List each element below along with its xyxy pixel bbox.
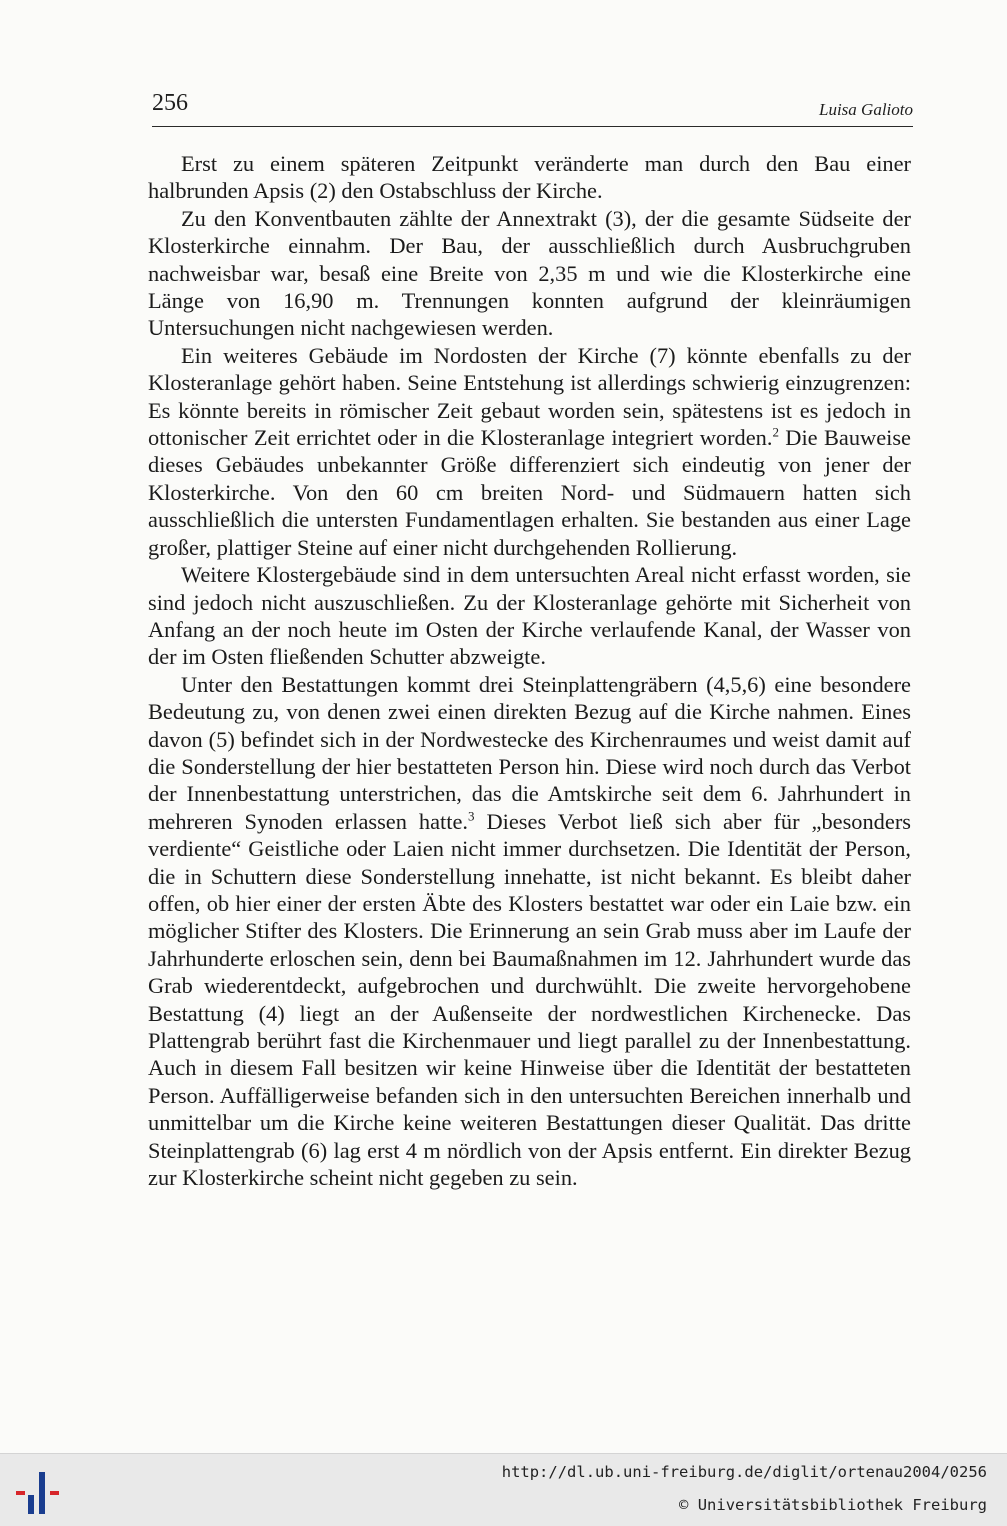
paragraph xyxy=(148,671,911,1192)
paragraph-text: Dieses Verbot ließ sich aber für „besonders verdiente“ Geistliche oder Laien nicht immer durchsetzen. Die Identität der Person, die in Schuttern diese Sonderstellung innehatte, ist nicht bekannt. Es bleibt daher offen, ob hier einer der ersten Äbte des Klosters bestattet war oder ein Laie bzw. ein möglicher Stifter des Klosters. Die Erinnerung an sein Grab muss aber im Laufe der Jahrhunderte erloschen sein, denn bei Baumaßnahmen im 12. Jahrhundert wurde das Grab wiederentdeckt, aufgebrochen und durchwühlt. Die zweite hervorgehobene Bestattung (4) liegt an der Außenseite der nordwestlichen Kirchenecke. Das Plattengrab berührt fast die Kirchenmauer und liegt parallel zu der Innenbestattung. Auch in diesem Fall besitzen wir keine Hinweise über die Identität der bestatteten Person. Auffälligerweise befanden sich in den untersuchten Bereichen innerhalb und unmittelbar um die Kirche keine weiteren Bestattungen dieser Qualität. Das dritte Steinplattengrab (6) lag erst 4 m nördlich von der Apsis entfernt. Ein direkter Bezug zur Klosterkirche scheint nicht gegeben zu sein. xyxy=(148,808,911,1191)
document-url-link[interactable]: http://dl.ub.uni-freiburg.de/diglit/ortenau2004/0256 xyxy=(501,1463,987,1481)
paragraph: Zu den Konventbauten zählte der Annextrakt (3), der die gesamte Südseite der Klosterkirche einnahm. Der Bau, der ausschließlich durch Ausbruchgruben nachweisbar war, besaß eine Breite von 2,35 m und wie die Klosterkirche eine Länge von 16,90 m. Trennungen konnten aufgrund der kleinräumigen Untersuchungen nicht nachgewiesen werden. xyxy=(148,205,911,341)
body-text xyxy=(148,150,911,1191)
copyright-notice: © Universitätsbibliothek Freiburg xyxy=(679,1496,987,1514)
paragraph-text: Unter den Bestattungen kommt drei Steinplattengräbern (4,5,6) eine besondere Bedeutung zu, von denen zwei einen direkten Bezug auf die Kirche nahmen. Eines davon (5) befindet sich in der Nordwestecke des Kirchenraumes und weist damit auf die Sonderstellung der hier bestatteten Person hin. Diese wird noch durch das Verbot der Innenbestattung unterstrichen, das die Amtskirche seit dem 6. Jahrhundert in mehreren Synoden erlassen hatte. xyxy=(148,671,911,834)
ub-freiburg-logo-icon xyxy=(12,1466,64,1518)
page-number: 256 xyxy=(152,90,188,116)
paragraph: Erst zu einem späteren Zeitpunkt veränderte man durch den Bau einer halbrunden Apsis (2) den Ostabschluss der Kirche. xyxy=(148,151,911,204)
footnote-marker: 3 xyxy=(468,808,475,824)
footnote-marker: 2 xyxy=(772,424,779,440)
paragraph xyxy=(148,342,911,561)
library-footer xyxy=(0,1453,1007,1526)
paragraph: Weitere Klostergebäude sind in dem untersuchten Areal nicht erfasst worden, sie sind jedoch nicht auszuschließen. Zu der Klosteranlage gehörte mit Sicherheit von Anfang an der noch heute im Osten der Kirche verlaufende Kanal, der Wasser von der im Osten fließenden Schutter abzweigte. xyxy=(148,562,911,670)
running-author: Luisa Galioto xyxy=(819,100,913,119)
running-header xyxy=(152,88,913,127)
paragraph-text: Die Bauweise dieses Gebäudes unbekannter Größe differenziert sich eindeutig von jener der Klosterkirche. Von den 60 cm breiten Nord- und Südmauern hatten sich ausschließlich die untersten Fundamentlagen erhalten. Sie bestanden aus einer Lage großer, plattiger Steine auf einer nicht durchgehenden Rollierung. xyxy=(148,425,912,560)
paragraph-text: Ein weiteres Gebäude im Nordosten der Kirche (7) könnte ebenfalls zu der Klosteranlage gehört haben. Seine Entstehung ist allerdings schwierig einzugrenzen: Es könnte bereits in römischer Zeit gebaut worden sein, spätestens ist es jedoch in ottonischer Zeit errichtet oder in die Klosteranlage integriert worden. xyxy=(148,342,911,451)
